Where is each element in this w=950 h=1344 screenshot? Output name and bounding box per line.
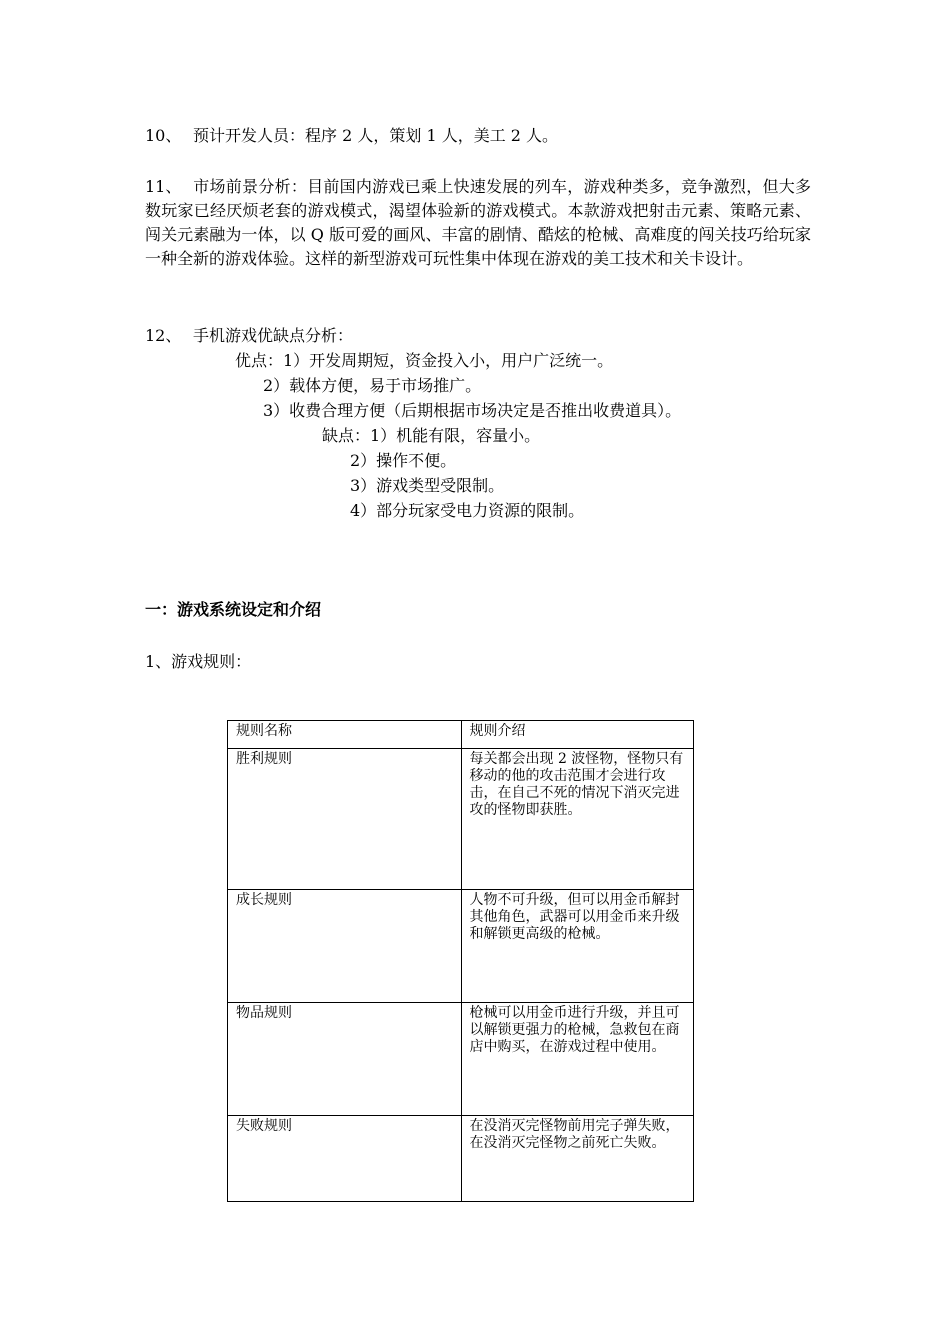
- item-text: 市场前景分析：目前国内游戏已乘上快速发展的列车，游戏种类多，竞争激烈，但大多数玩家已经厌烦老套的游戏模式，渴望体验新的游戏模式。本款游戏把射击元素、策略元素、闯关元素融为一体，以 Q 版可爱的画风、丰富的剧情、酷炫的枪械、高难度的闯关技巧给玩家一种全新的游戏体验。这样的新型游戏可玩性集中体现在游戏的美工技术和关卡设计。: [145, 177, 811, 268]
- item-10: [145, 124, 558, 148]
- cons-line-2: 2）操作不便。: [350, 451, 457, 470]
- rules-table: [227, 720, 694, 1202]
- rule-desc-cell: 枪械可以用金币进行升级，并且可以解锁更强力的枪械，急救包在商店中购买，在游戏过程中使用。: [461, 1003, 694, 1116]
- table-row: [228, 1003, 694, 1116]
- rule-desc-cell: 每关都会出现 2 波怪物，怪物只有移动的他的攻击范围才会进行攻击，在自己不死的情况下消灭完进攻的怪物即获胜。: [461, 749, 694, 890]
- item-11: [145, 175, 811, 271]
- item-12: [145, 324, 353, 348]
- item-text: 预计开发人员：程序 2 人，策划 1 人，美工 2 人。: [193, 126, 559, 145]
- table-row: [228, 890, 694, 1003]
- rule-name-cell: 胜利规则: [228, 749, 462, 890]
- rule-desc-cell: 在没消灭完怪物前用完子弹失败，在没消灭完怪物之前死亡失败。: [461, 1116, 694, 1202]
- rule-name-cell: 失败规则: [228, 1116, 462, 1202]
- item-number: 12、: [145, 326, 182, 345]
- rule-name-cell: 物品规则: [228, 1003, 462, 1116]
- pros-line-2: 2）载体方便，易于市场推广。: [263, 376, 482, 395]
- rule-desc-cell: 人物不可升级，但可以用金币解封其他角色，武器可以用金币来升级和解锁更高级的枪械。: [461, 890, 694, 1003]
- table-row: [228, 1116, 694, 1202]
- cons-line-4: 4）部分玩家受电力资源的限制。: [350, 501, 585, 520]
- sub-heading: 1、游戏规则：: [145, 652, 252, 671]
- pros-line-1: 优点：1）开发周期短，资金投入小，用户广泛统一。: [235, 351, 614, 370]
- table-header-cell: 规则名称: [228, 721, 462, 749]
- table-header-row: [228, 721, 694, 749]
- item-number: 10、: [145, 126, 182, 145]
- item-number: 11、: [145, 177, 182, 196]
- table-row: [228, 749, 694, 890]
- cons-line-1: 缺点：1）机能有限，容量小。: [322, 426, 541, 445]
- rule-name-cell: 成长规则: [228, 890, 462, 1003]
- pros-line-3: 3）收费合理方便（后期根据市场决定是否推出收费道具）。: [263, 401, 682, 420]
- section-heading: 一：游戏系统设定和介绍: [145, 600, 322, 619]
- item-text: 手机游戏优缺点分析：: [193, 326, 354, 345]
- cons-line-3: 3）游戏类型受限制。: [350, 476, 505, 495]
- table-header-cell: 规则介绍: [461, 721, 694, 749]
